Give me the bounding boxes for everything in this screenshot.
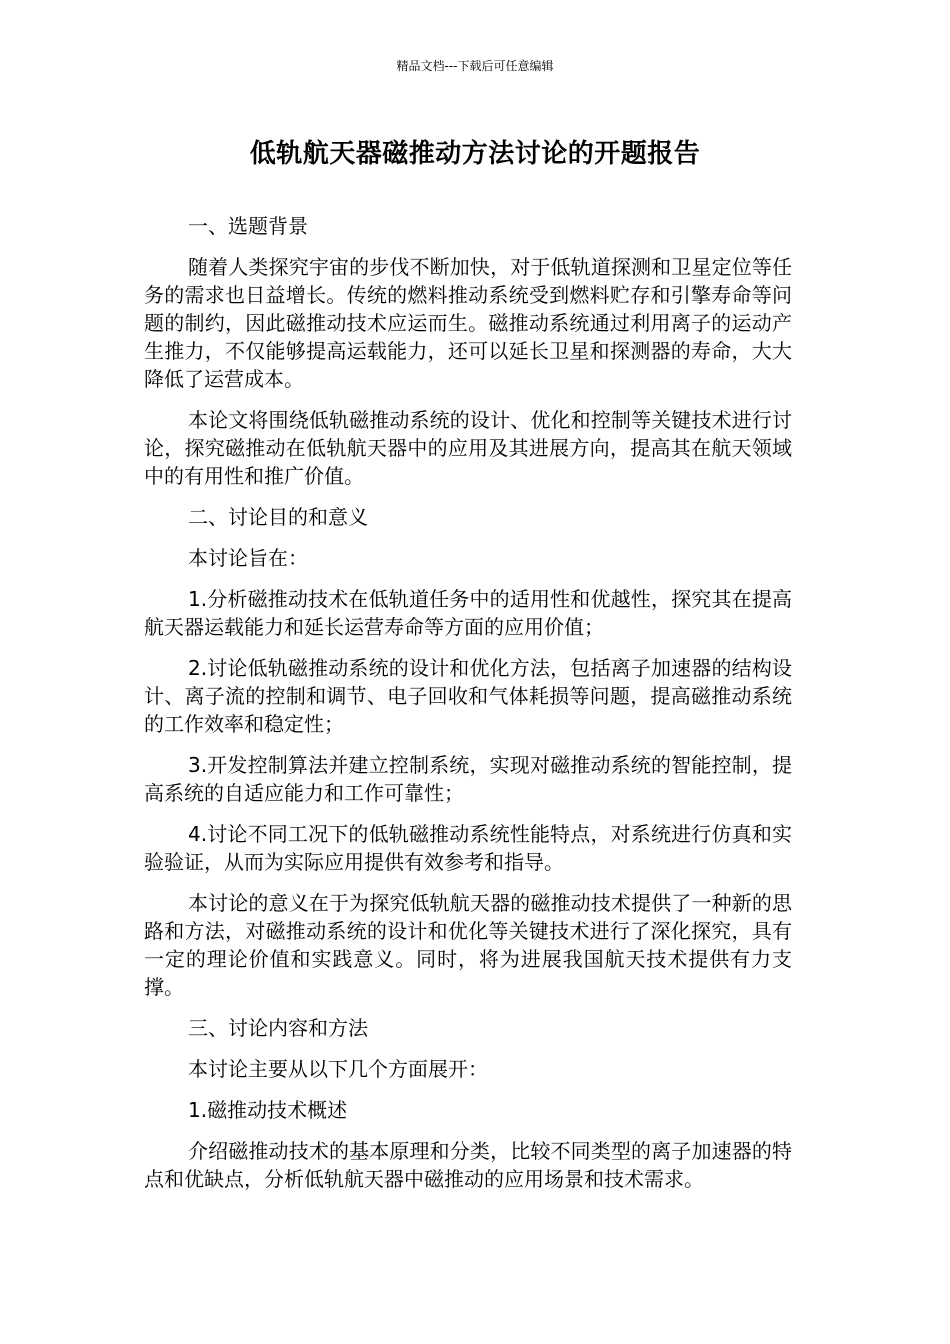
section-heading-background: 一、选题背景 <box>188 214 308 238</box>
list-item-purpose-2: 2.讨论低轨磁推动系统的设计和优化方法，包括离子加速器的结构设计、离子流的控制和调节、电子回收和气体耗损等问题，提高磁推动系统的工作效率和稳定性； <box>144 656 792 736</box>
paragraph-background-1: 随着人类探究宇宙的步伐不断加快，对于低轨道探测和卫星定位等任务的需求也日益增长。传统的燃料推动系统受到燃料贮存和引擎寿命等问题的制约，因此磁推动技术应运而生。磁推动系统通过利用离子的运动产生推力，不仅能够提高运载能力，还可以延长卫星和探测器的寿命，大大降低了运营成本。 <box>144 255 792 391</box>
paragraph-content-intro: 本讨论主要从以下几个方面展开： <box>188 1057 488 1081</box>
list-item-purpose-4: 4.讨论不同工况下的低轨磁推动系统性能特点，对系统进行仿真和实验验证，从而为实际应用提供有效参考和指导。 <box>144 822 792 874</box>
list-item-purpose-3: 3.开发控制算法并建立控制系统，实现对磁推动系统的智能控制，提高系统的自适应能力和工作可靠性； <box>144 753 792 805</box>
page-header: 精品文档---下载后可任意编辑 <box>396 59 554 73</box>
section-heading-content: 三、讨论内容和方法 <box>188 1016 368 1040</box>
section-heading-purpose: 二、讨论目的和意义 <box>188 505 368 529</box>
paragraph-overview: 介绍磁推动技术的基本原理和分类，比较不同类型的离子加速器的特点和优缺点，分析低轨航天器中磁推动的应用场景和技术需求。 <box>144 1139 792 1191</box>
document-body <box>144 212 792 1206</box>
paragraph-purpose-intro: 本讨论旨在： <box>188 546 308 570</box>
list-item-purpose-1: 1.分析磁推动技术在低轨道任务中的适用性和优越性，探究其在提高航天器运载能力和延长运营寿命等方面的应用价值； <box>144 587 792 639</box>
subheading-overview: 1.磁推动技术概述 <box>188 1098 348 1122</box>
document-title: 低轨航天器磁推动方法讨论的开题报告 <box>249 139 701 169</box>
paragraph-background-2: 本论文将围绕低轨磁推动系统的设计、优化和控制等关键技术进行讨论，探究磁推动在低轨航天器中的应用及其进展方向，提高其在航天领域中的有用性和推广价值。 <box>144 408 792 488</box>
paragraph-significance: 本讨论的意义在于为探究低轨航天器的磁推动技术提供了一种新的思路和方法，对磁推动系统的设计和优化等关键技术进行了深化探究，具有一定的理论价值和实践意义。同时，将为进展我国航天技术提供有力支撑。 <box>144 891 792 999</box>
